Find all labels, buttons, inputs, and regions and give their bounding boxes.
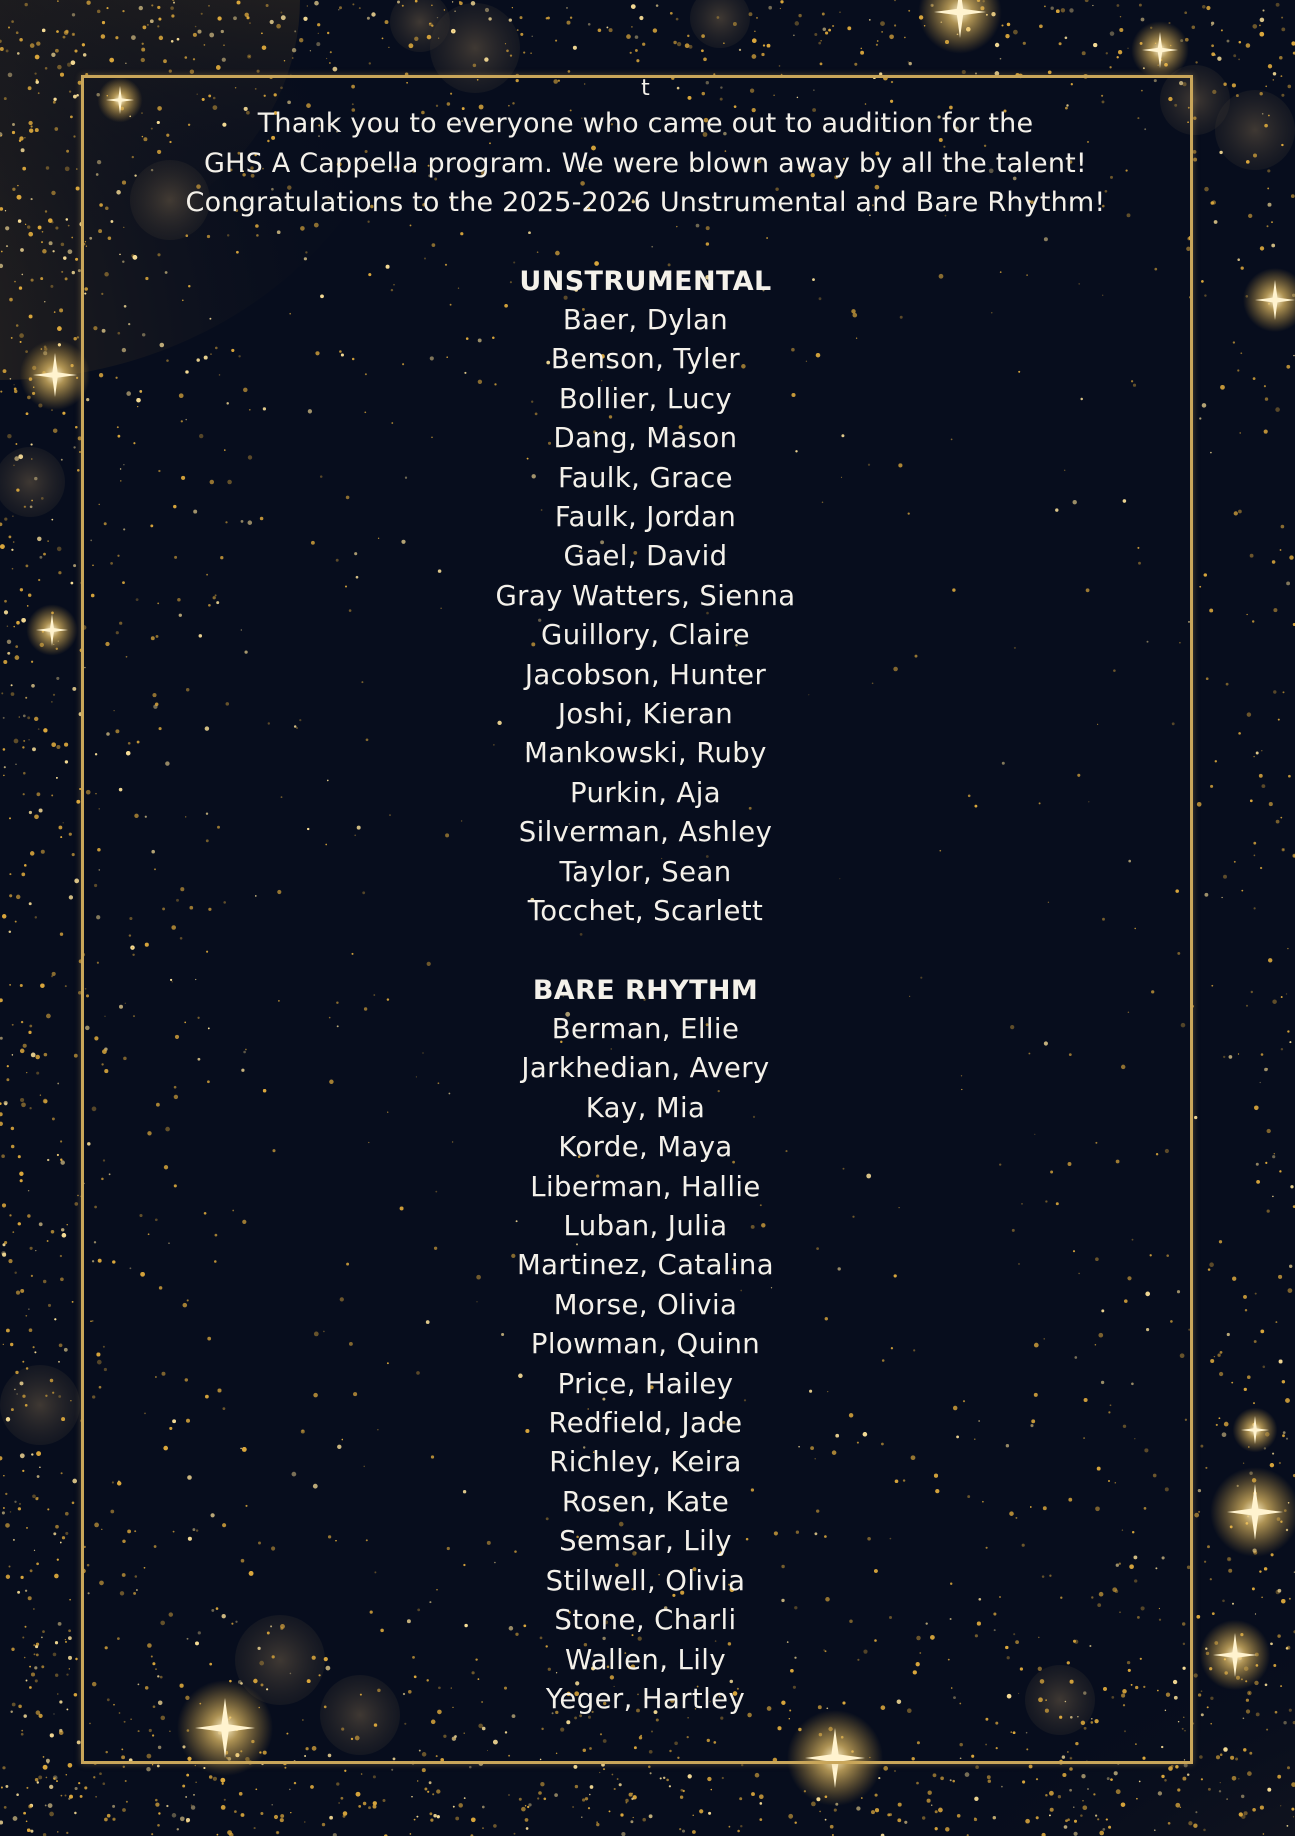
intro-line: Congratulations to the 2025-2026 Unstrumental and Bare Rhythm! [185,187,1106,218]
member-list [84,301,1207,932]
member-list [84,1010,1207,1719]
member-name: Benson, Tyler [550,343,741,376]
member-name: Stilwell, Olivia [545,1564,746,1597]
group-bare-rhythm [84,971,1207,1720]
intro-text [84,104,1207,223]
member-name: Mankowski, Ruby [524,737,767,770]
member-name: Jarkhedian, Avery [521,1052,770,1085]
member-name: Jacobson, Hunter [524,658,767,691]
member-name: Joshi, Kieran [557,698,734,731]
member-name: Berman, Ellie [551,1013,740,1045]
stray-character: t [641,76,650,101]
member-name: Redfield, Jade [548,1407,743,1440]
group-title: BARE RHYTHM [532,974,759,1006]
member-name: Gray Watters, Sienna [495,579,796,612]
group-unstrumental [84,262,1207,932]
member-name: Purkin, Aja [569,776,722,809]
member-name: Faulk, Jordan [554,501,737,534]
member-name: Baer, Dylan [562,304,729,336]
member-name: Richley, Keira [549,1446,742,1479]
member-name: Yeger, Hartley [545,1682,746,1715]
member-name: Price, Hailey [557,1367,734,1400]
intro-line: GHS A Cappella program. We were blown away by all the talent! [204,147,1087,179]
member-name: Gael, David [563,540,728,573]
member-name: Plowman, Quinn [530,1328,761,1361]
member-name: Tocchet, Scarlett [527,895,764,928]
member-name: Stone, Charli [554,1604,737,1637]
member-name: Kay, Mia [585,1091,706,1124]
member-name: Morse, Olivia [553,1288,738,1321]
member-name: Dang, Mason [553,422,738,455]
member-name: Semsar, Lily [559,1525,732,1558]
member-name: Guillory, Claire [541,619,750,652]
member-name: Faulk, Grace [558,461,733,494]
group-title: UNSTRUMENTAL [519,265,772,297]
member-name: Silverman, Ashley [518,816,773,849]
member-name: Luban, Julia [563,1210,728,1243]
member-name: Korde, Maya [558,1131,733,1164]
member-name: Martinez, Catalina [516,1249,775,1282]
member-name: Wallen, Lily [564,1643,727,1676]
member-name: Liberman, Hallie [530,1170,761,1203]
announcement [84,74,1207,1719]
member-name: Rosen, Kate [561,1485,730,1518]
member-name: Taylor, Sean [559,855,732,888]
intro-line: Thank you to everyone who came out to audition for the [257,108,1034,139]
member-name: Bollier, Lucy [558,382,733,415]
